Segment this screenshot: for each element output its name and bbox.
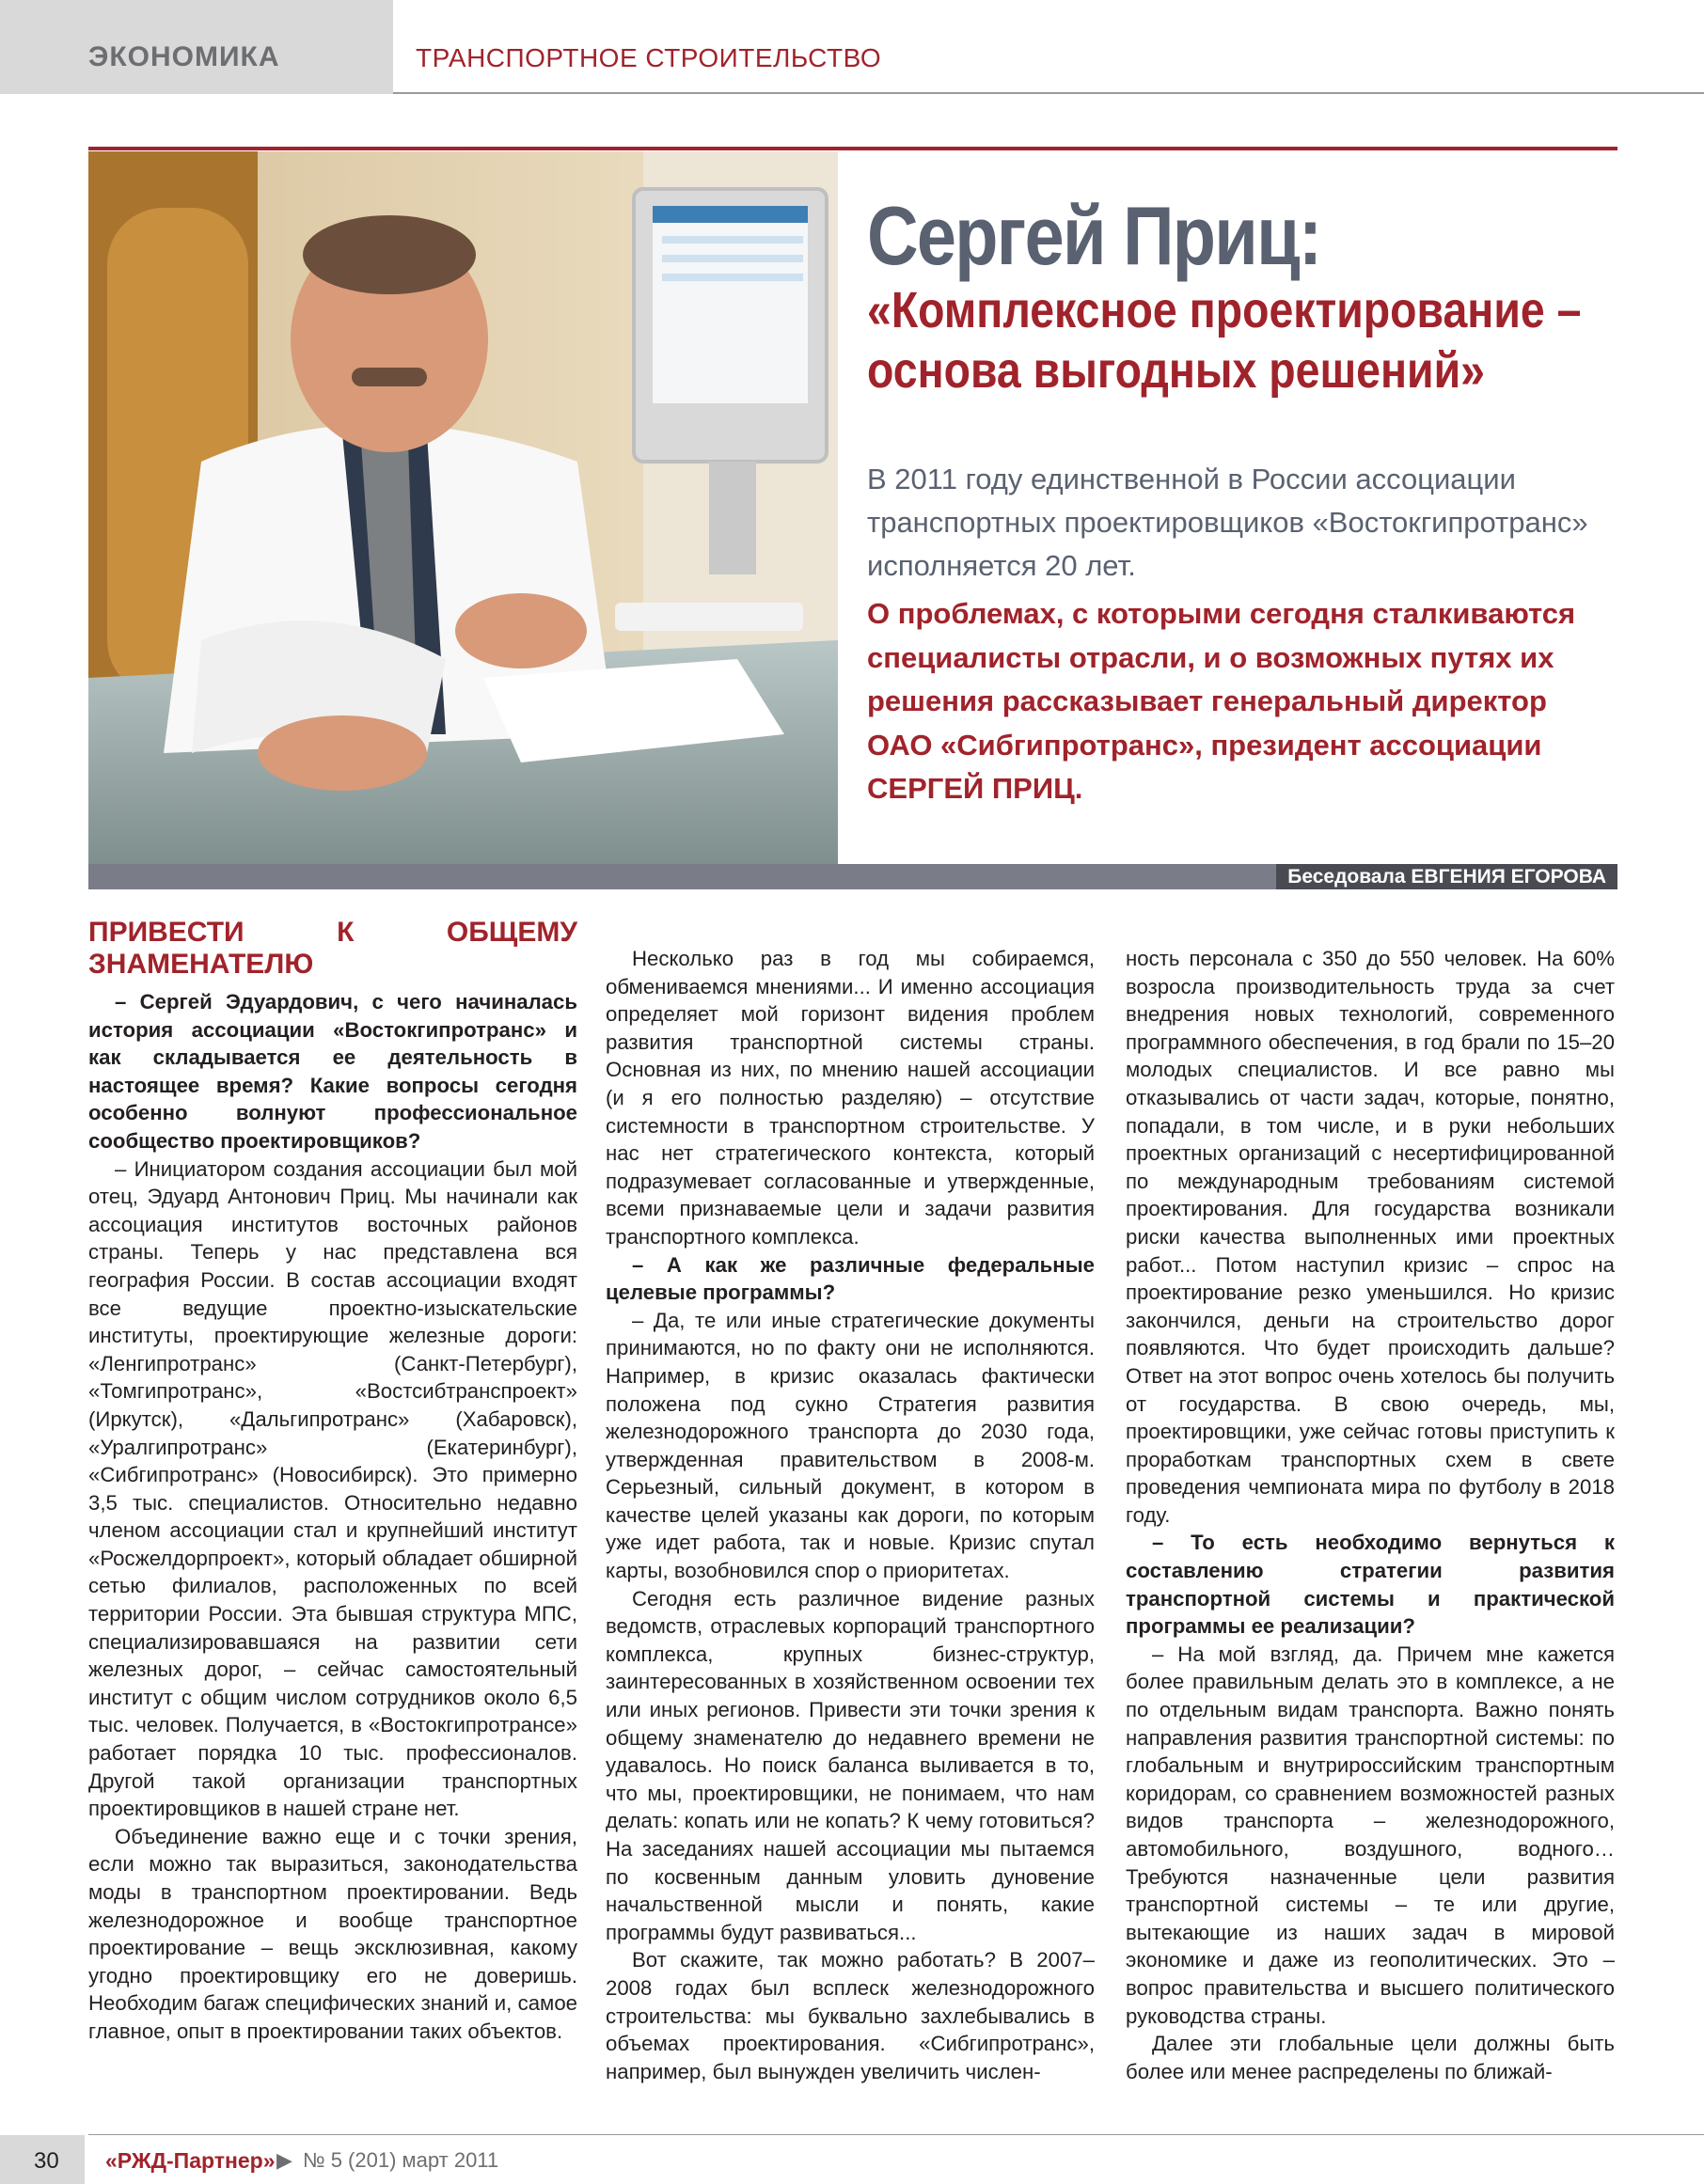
interview-question: – А как же различные федеральные целевые программы?	[606, 1252, 1095, 1305]
paragraph: – На мой взгляд, да. Причем мне кажется более правильным делать это в комплексе, а не по отдельным видам транспорта. Важно понять направления развития транспортной системы: по глобальным и внутрироссийским транспортным коридорам, со сравнением возможностей разных видов транспорта – железнодорожного, автомобильного, воздушного, водного… Требуются назначенные цели развития транспортной системы – те или другие, вытекающие из наших задач в мировой экономике и даже из геополитических. Это – вопрос правительства и высшего политического руководства страны.	[1126, 1642, 1615, 2028]
paragraph: – Инициатором создания ассоциации был мой отец, Эдуард Антонович Приц. Мы начинали как ассоциация институтов восточных районов страны. Теперь у нас представлена вся география России. В состав ассоциации входят все ведущие проектно-изыскательские институты, проектирующие железные дороги: «Ленгипротранс» (Санкт-Петербург), «Томгипротранс», «Востсибтранспроект» (Иркутск), «Дальгипротранс» (Хабаровск), «Уралгипротранс» (Екатеринбург), «Сибгипротранс» (Новосибирск). Это примерно 3,5 тыс. специалистов. Относительно недавно членом ассоциации стал и крупнейший институт «Росжелдорпроект», который обладает обширной сетью филиалов, расположенных по всей территории России. Эта бывшая структура МПС, специализировавшаяся на развитии сети железных дорог, – сейчас самостоятельный институт с общим числом сотрудников около 6,5 тыс. человек. Получается, в «Востокгипротрансе» работает порядка 10 тыс. профессионалов. Другой такой организации транспортных проектировщиков в нашей стране нет.	[88, 1156, 577, 1821]
arrow-icon: ▶	[276, 2148, 292, 2172]
paragraph: Вот скажите, так можно работать? В 2007–2008 годах был всплеск железнодорожного строительства: мы буквально захлебывались в объемах проектирования. «Сибгипротранс», например, был вынужден увеличить числен-	[606, 1948, 1095, 2083]
page-header	[0, 0, 1704, 94]
column-body	[88, 988, 577, 2046]
lead-intro: В 2011 году единственной в России ассоциации транспортных проектировщиков «Востокгипротранс» исполняется 20 лет.	[867, 463, 1588, 582]
article-column-1	[88, 917, 577, 2046]
paragraph: – Да, те или иные стратегические документы принимаются, но по факту они не исполняются. Например, в кризис оказалась фактически положена под сукно Стратегия развития железнодорожного транспорта до 2030 года, утвержденная правительством в 2008-м. Серьезный, сильный документ, в котором в качестве целей указаны как дороги, по которым уже идет работа, так и новые. Кризис спутал карты, возобновился спор о приоритетах.	[606, 1308, 1095, 1583]
portrait-illustration	[88, 151, 838, 864]
interview-question: – То есть необходимо вернуться к составлению стратегии развития транспортной системы и практической программы ее реализации?	[1126, 1531, 1615, 1639]
paragraph: Несколько раз в год мы собираемся, обмениваемся мнениями... И именно ассоциация определяет мой горизонт видения проблем развития транспортной системы страны. Основная из них, по мнению нашей ассоциации (и я его полностью разделяю) – отсутствие системности в транспортном строительстве. У нас нет стратегического контекста, который подразумевает согласованные и утвержденные, всеми признаваемые цели и задачи развития транспортного комплекса.	[606, 947, 1095, 1249]
portrait-photo	[88, 151, 838, 864]
headline-quote: «Комплексное проектирование – основа выгодных решений»	[867, 282, 1582, 399]
article-column-3	[1126, 945, 1615, 2085]
interview-question: – Сергей Эдуардович, с чего начиналась история ассоциации «Востокгипротранс» и как складывается ее деятельность в настоящее время? Какие вопросы сегодня особенно волнуют профессиональное сообщество проектировщиков?	[88, 990, 577, 1153]
magazine-name: «РЖД-Партнер»	[105, 2148, 276, 2173]
section-label: ЭКОНОМИКА	[88, 41, 280, 72]
footer-divider	[88, 2134, 1704, 2135]
topic-label: ТРАНСПОРТНОЕ СТРОИТЕЛЬСТВО	[416, 43, 882, 72]
byline: Беседовала ЕВГЕНИЯ ЕГОРОВА	[1276, 864, 1617, 889]
headline-name: Сергей Приц:	[867, 189, 1321, 282]
column-body	[1126, 945, 1615, 2085]
page-number: 30	[34, 2148, 59, 2174]
column-body	[606, 945, 1095, 2085]
issue-info: № 5 (201) март 2011	[303, 2148, 499, 2172]
title-rule	[88, 147, 1617, 150]
article-column-2	[606, 945, 1095, 2085]
paragraph: Далее эти глобальные цели должны быть более или менее распределены по ближай-	[1126, 2032, 1615, 2083]
paragraph: ность персонала с 350 до 550 человек. На 60% возросла производительность труда за счет внедрения новых технологий, современного программного обеспечения, в год брали по 15–20 молодых специалистов. И все равно мы отказывались от части задач, которые, понятно, попадали, в том числе, и в руки небольших проектных организаций с несертифицированной по международным требованиям системой проектирования. Для государства возникали риски качества выполненных ими проектных работ... Потом наступил кризис – спрос на проектирование резко уменьшился. Но кризис закончился, деньги на строительство дорог появляются. Что будет происходить дальше? Ответ на этот вопрос очень хотелось бы получить от государства. В свою очередь, мы, проектировщики, уже сейчас готовы приступить к проработкам транспортных схем в свете проведения чемпионата мира по футболу в 2018 году.	[1126, 947, 1615, 1527]
paragraph: Сегодня есть различное видение разных ведомств, отраслевых корпораций транспортного комплекса, крупных бизнес-структур, заинтересованных в хозяйственном освоении тех или иных регионов. Привести эти точки зрения к общему знаменателю до недавнего времени не удавалось. Но поиск баланса выливается в то, что мы, проектировщики, не понимаем, что нам делать: копать или не копать? К чему готовиться? На заседаниях нашей ассоциации мы пытаемся по косвенным данным уловить дуновение начальственной мысли и понять, какие программы будут развиваться...	[606, 1586, 1095, 1944]
lead-highlight: О проблемах, с которыми сегодня сталкиваются специалисты отрасли, и о возможных путях их решения рассказывает генеральный директор ОАО «Сибгипротранс», президент ассоциации СЕРГЕЙ ПРИЦ.	[867, 597, 1576, 805]
paragraph: Объединение важно еще и с точки зрения, если можно так выразиться, законодательства моды в транспортном проектировании. Ведь железнодорожное и вообще транспортное проектирование – вещь эксклюзивная, какому угодно проектировщику его не доверишь. Необходим багаж специфических знаний и, самое главное, опыт в проектировании таких объектов.	[88, 1824, 577, 2043]
section-subhead: ПРИВЕСТИ К ОБЩЕМУ ЗНАМЕНАТЕЛЮ	[88, 917, 577, 980]
header-divider	[393, 92, 1704, 94]
